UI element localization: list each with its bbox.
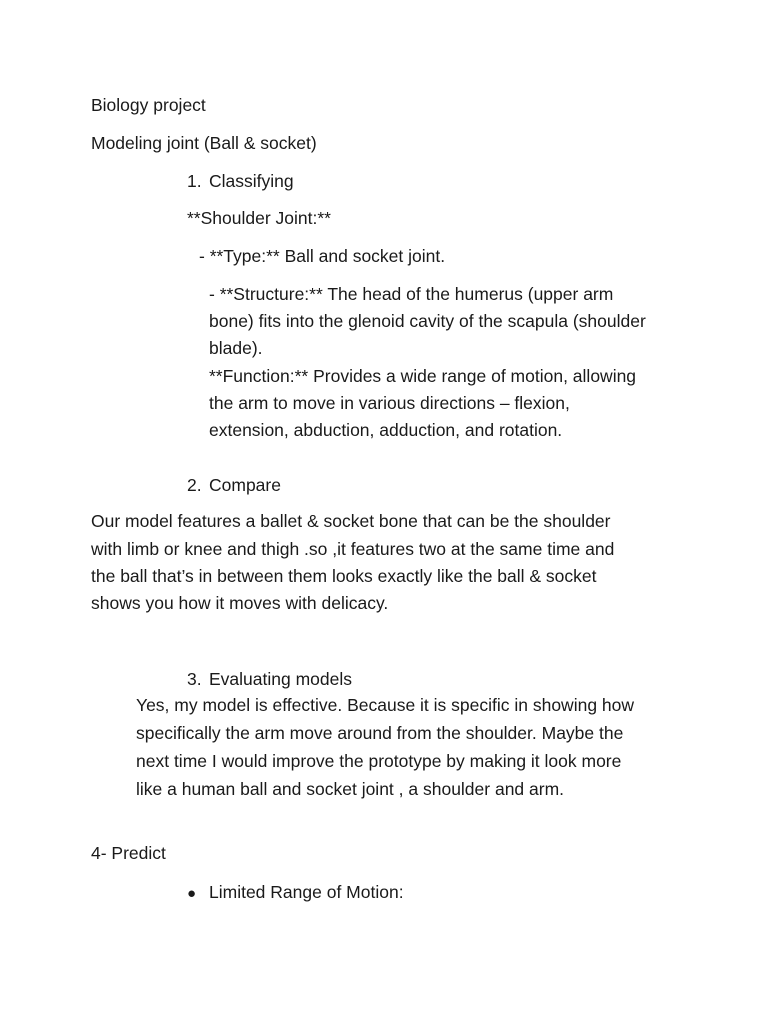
compare-line-4: shows you how it moves with delicacy. bbox=[91, 593, 389, 613]
function-line-1: **Function:** Provides a wide range of motion, allowing bbox=[209, 366, 637, 386]
evaluate-line-4: like a human ball and socket joint , a shoulder and arm. bbox=[136, 779, 565, 799]
bullet-icon: ● bbox=[187, 885, 197, 902]
document-subtitle: Modeling joint (Ball & socket) bbox=[91, 133, 317, 153]
section-1-number: 1. bbox=[187, 171, 202, 191]
section-3-title: Evaluating models bbox=[209, 669, 352, 689]
compare-line-1: Our model features a ballet & socket bone that can be the shoulder bbox=[91, 511, 611, 531]
compare-line-2: with limb or knee and thigh .so ,it features two at the same time and bbox=[91, 539, 615, 559]
section-4-heading: 4- Predict bbox=[91, 843, 166, 863]
compare-line-3: the ball that’s in between them looks exactly like the ball & socket bbox=[91, 566, 597, 586]
section-3-number: 3. bbox=[187, 669, 202, 689]
section-2-heading bbox=[187, 472, 281, 499]
function-line-2: the arm to move in various directions – flexion, bbox=[209, 393, 570, 413]
section-1-heading bbox=[187, 168, 294, 195]
evaluate-line-2: specifically the arm move around from the shoulder. Maybe the bbox=[136, 723, 624, 743]
bullet-item-label: Limited Range of Motion: bbox=[209, 882, 404, 902]
document-title: Biology project bbox=[91, 95, 206, 115]
structure-line-3: blade). bbox=[209, 338, 263, 358]
structure-line-1: - **Structure:** The head of the humerus (upper arm bbox=[209, 284, 614, 304]
function-line-3: extension, abduction, adduction, and rotation. bbox=[209, 420, 563, 440]
evaluate-line-3: next time I would improve the prototype by making it look more bbox=[136, 751, 622, 771]
section-3-heading bbox=[187, 666, 352, 693]
structure-line-2: bone) fits into the glenoid cavity of the scapula (shoulder bbox=[209, 311, 646, 331]
evaluate-line-1: Yes, my model is effective. Because it is specific in showing how bbox=[136, 695, 635, 715]
type-line: - **Type:** Ball and socket joint. bbox=[199, 246, 446, 266]
bullet-item bbox=[187, 879, 404, 907]
section-1-title: Classifying bbox=[209, 171, 294, 191]
joint-heading: **Shoulder Joint:** bbox=[187, 208, 331, 228]
section-2-number: 2. bbox=[187, 475, 202, 495]
section-2-title: Compare bbox=[209, 475, 281, 495]
